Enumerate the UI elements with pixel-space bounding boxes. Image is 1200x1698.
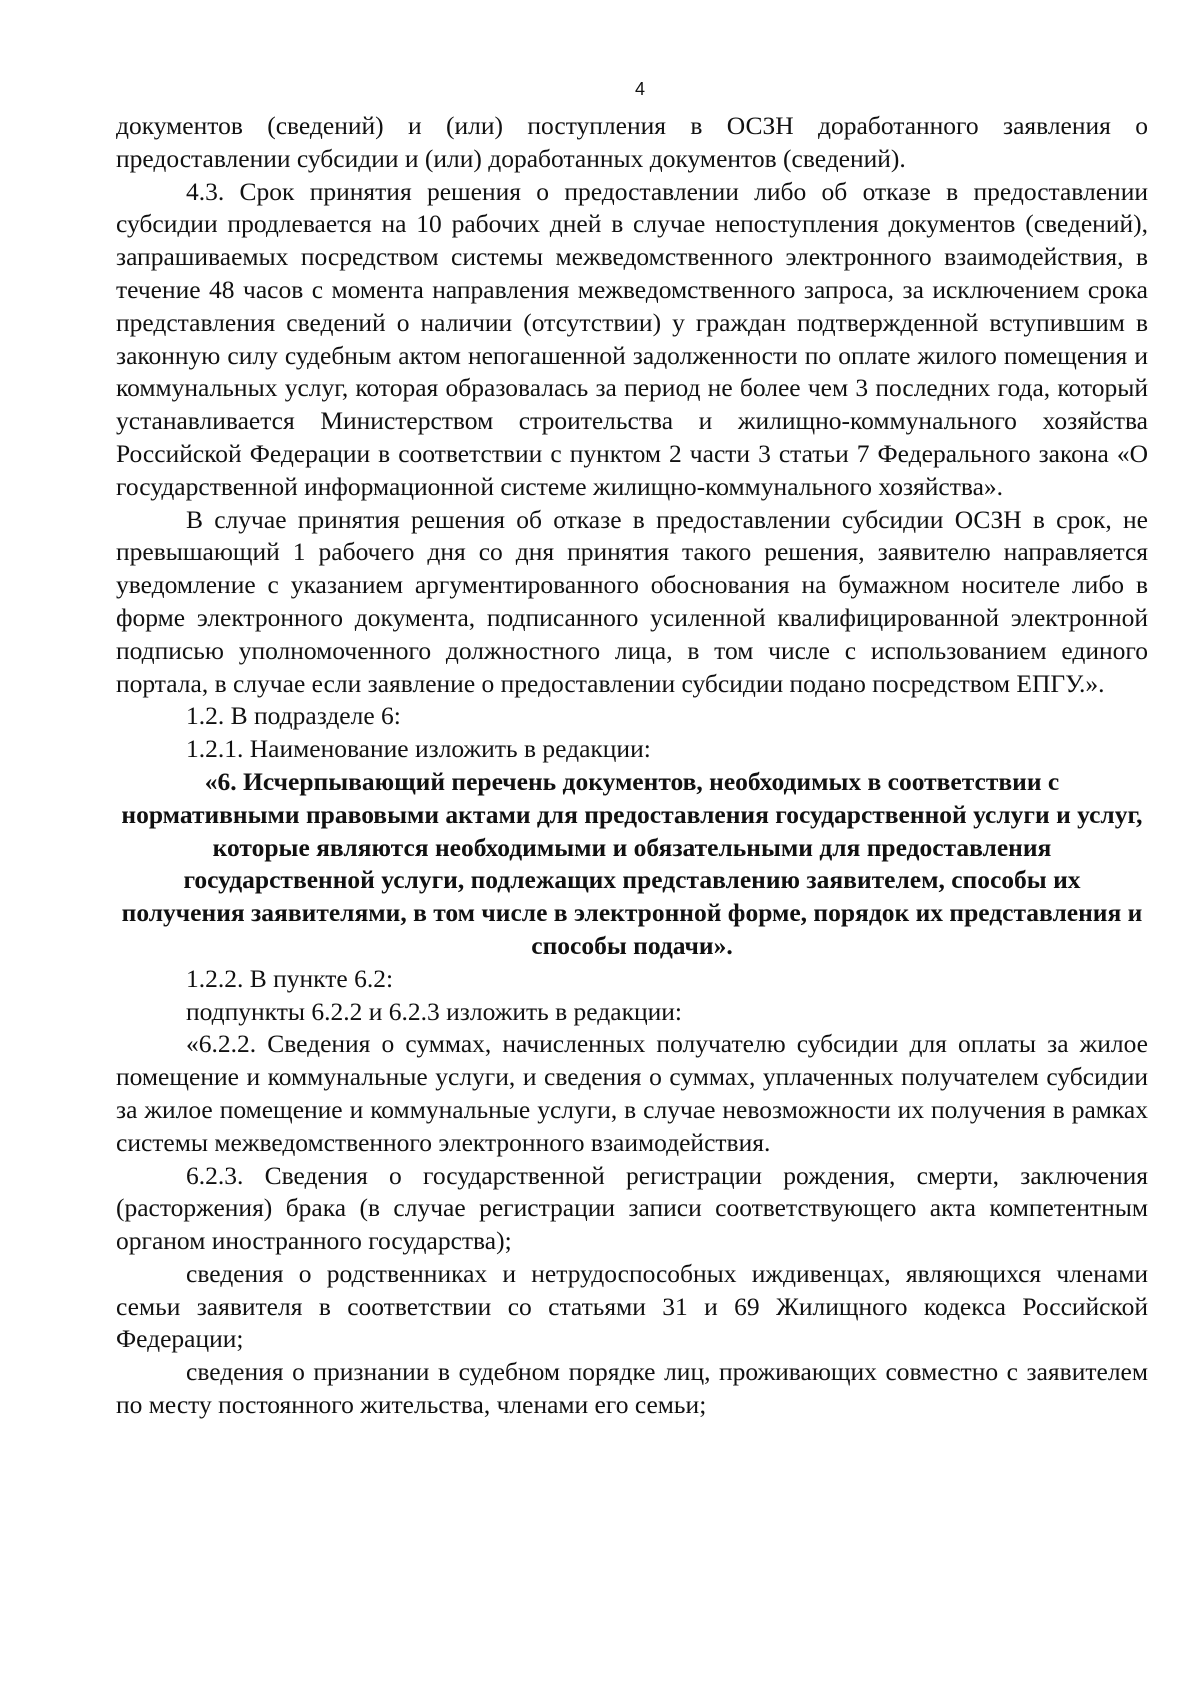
paragraph-1-2: 1.2. В подразделе 6: xyxy=(186,701,401,731)
paragraph-relatives-info: сведения о родственниках и нетрудоспособных иждивенцах, являющихся членами семьи заявителя в соответствии со статьями 31 и 69 Жилищного кодекса Российской Федерации; xyxy=(116,1258,1148,1354)
paragraph-continuation: документов (сведений) и (или) поступления в ОСЗН доработанного заявления о предоставлении субсидии и (или) доработанных документов (сведений). xyxy=(116,111,1148,173)
page-number: 4 xyxy=(634,79,645,99)
section-6-heading: «6. Исчерпывающий перечень документов, необходимых в соответствии с нормативными правовыми актами для предоставления государственной услуги и услуг, которые являются необходимыми и обязательными для предоставления государственной услуги, подлежащих представлению заявителем, способы их получения заявителями, в том числе в электронной форме, порядок их представления и способы подачи». xyxy=(121,766,1143,960)
paragraph-subitems-intro: подпункты 6.2.2 и 6.2.3 изложить в редакции: xyxy=(186,996,682,1026)
paragraph-6-2-3: 6.2.3. Сведения о государственной регистрации рождения, смерти, заключения (расторжения) брака (в случае регистрации записи соответствующего акта компетентным органом иностранного государства); xyxy=(116,1160,1148,1256)
paragraph-1-2-1: 1.2.1. Наименование изложить в редакции: xyxy=(186,734,651,764)
paragraph-family-recognition: сведения о признании в судебном порядке лиц, проживающих совместно с заявителем по месту постоянного жительства, членами его семьи; xyxy=(116,1357,1148,1420)
paragraph-refusal-case: В случае принятия решения об отказе в предоставлении субсидии ОСЗН в срок, не превышающий 1 рабочего дня со дня принятия такого решения, заявителю направляется уведомление с указанием аргументированного обоснования на бумажном носителе либо в форме электронного документа, подписанного усиленной квалифицированной электронной подписью уполномоченного должностного лица, в том числе с использованием единого портала, в случае если заявление о предоставлении субсидии подано посредством ЕПГУ.». xyxy=(116,504,1148,698)
paragraph-1-2-2: 1.2.2. В пункте 6.2: xyxy=(186,963,394,993)
paragraph-6-2-2: «6.2.2. Сведения о суммах, начисленных получателю субсидии для оплаты за жилое помещение и коммунальные услуги, и сведения о суммах, уплаченных получателем субсидии за жилое помещение и коммунальные услуги, в случае невозможности их получения в рамках системы межведомственного электронного взаимодействия. xyxy=(116,1029,1148,1157)
paragraph-4-3: 4.3. Срок принятия решения о предоставлении либо об отказе в предоставлении субсидии продлевается на 10 рабочих дней в случае непоступления документов (сведений), запрашиваемых посредством системы межведомственного электронного взаимодействия, в течение 48 часов с момента направления межведомственного запроса, за исключением срока представления сведений о наличии (отсутствии) у граждан подтвержденной вступившим в законную силу судебным актом непогашенной задолженности по оплате жилого помещения и коммунальных услуг, которая образовалась за период не более чем 3 последних года, который устанавливается Министерством строительства и жилищно-коммунального хозяйства Российской Федерации в соответствии с пунктом 2 части 3 статьи 7 Федерального закона «О государственной информационной системе жилищно-коммунального хозяйства». xyxy=(116,176,1148,501)
